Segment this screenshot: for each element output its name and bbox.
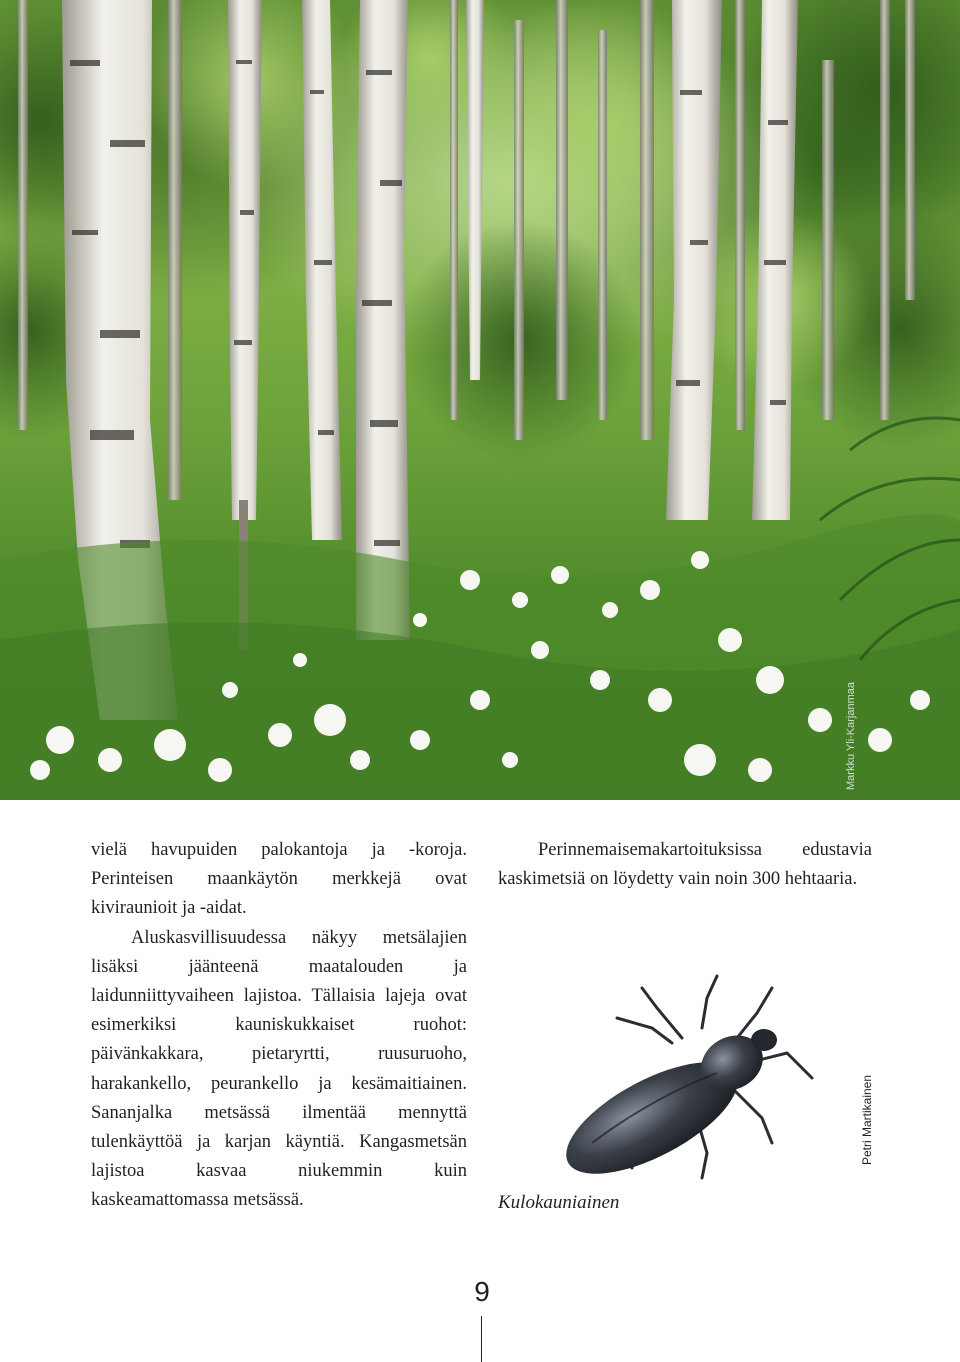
beetle-credit: Petri Martikainen <box>860 1074 874 1165</box>
beetle-photo <box>532 968 832 1208</box>
page-number: 9 <box>474 1276 490 1307</box>
right-column <box>498 836 872 894</box>
paragraph-1: vielä havupuiden palokantoja ja -koroja. Perinteisen maankäytön merkkejä ovat kiviraunioit ja -aidat. <box>91 840 467 919</box>
beetle-head <box>751 1029 777 1051</box>
page-rule <box>481 1316 482 1362</box>
photo-credit: Markku Yli-Karjanmaa <box>845 681 857 790</box>
paragraph-right: Perinnemaisemakartoituksissa edustavia kaskimetsiä on löydetty vain noin 300 hehtaaria. <box>498 840 872 890</box>
beetle-caption: Kulokauniainen <box>498 1192 620 1213</box>
beetle-illustration <box>532 968 832 1208</box>
paragraph-2: Aluskasvillisuudessa näkyy metsälajien lisäksi jäänteenä maatalouden ja laidunniittyvaiheen lajistoa. Tällaisia lajeja ovat esimerkiksi kauniskukkaiset ruohot: päivänkakkara, pietaryrtti, ruusuruoho, harakankello, peurankello ja kesämaitiainen. Sananjalka metsässä ilmentää mennyttä tulenkäyttöä ja karjan käyntiä. Kangasmetsän lajistoa kasvaa niukemmin kuin kaskeamattomassa metsässä. <box>91 927 467 1211</box>
left-column <box>91 836 467 1216</box>
